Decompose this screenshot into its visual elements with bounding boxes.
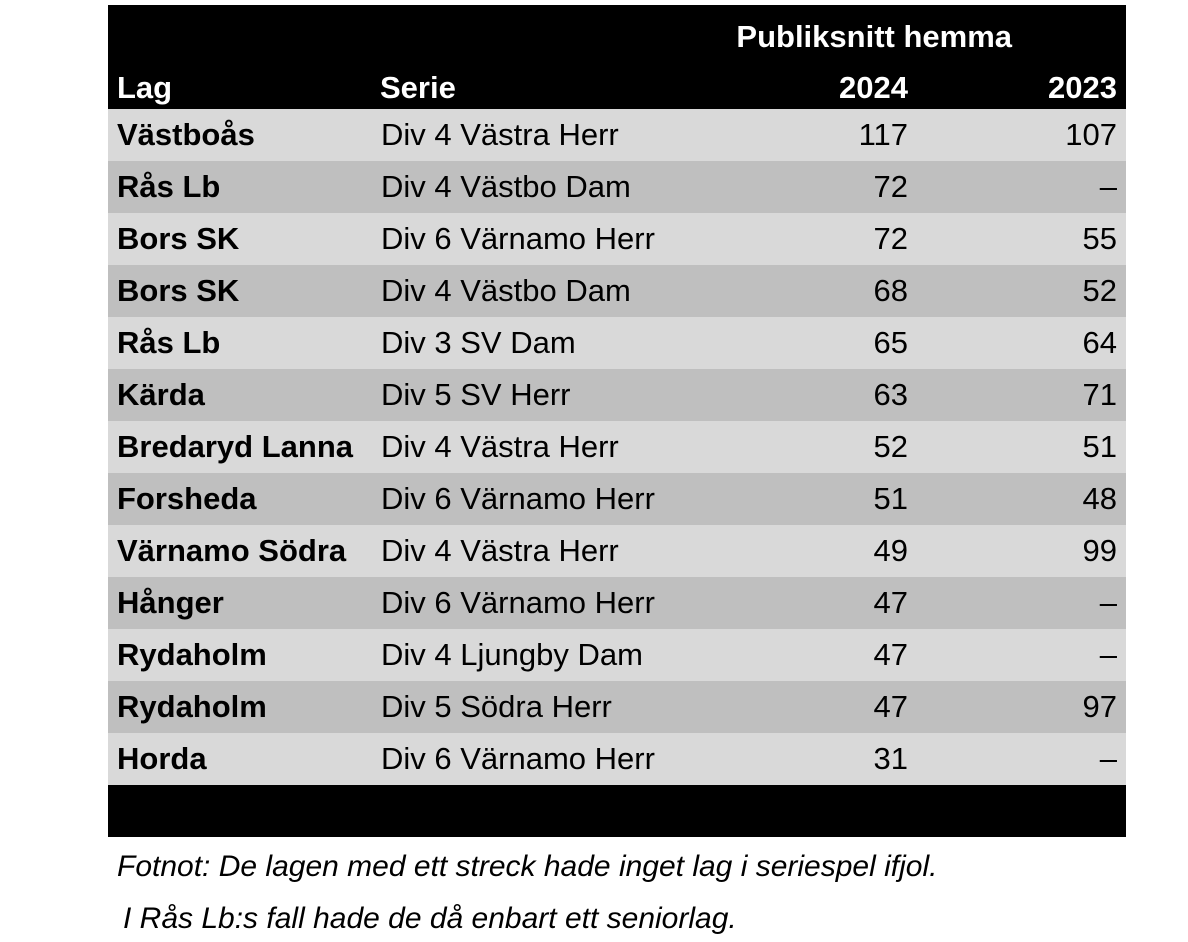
cell-2024: 68 — [873, 273, 908, 308]
cell-lag: Hånger — [117, 585, 224, 620]
cell-serie: Div 4 Västra Herr — [381, 533, 619, 568]
cell-2024: 47 — [873, 689, 908, 724]
cell-2023: 51 — [1082, 429, 1117, 464]
cell-lag: Värnamo Södra — [117, 533, 347, 568]
table-row — [108, 161, 1126, 213]
cell-2024: 49 — [873, 533, 908, 568]
cell-serie: Div 3 SV Dam — [381, 325, 576, 360]
cell-2024: 47 — [873, 637, 908, 672]
column-header-2024: 2024 — [839, 70, 908, 105]
cell-serie: Div 4 Västra Herr — [381, 117, 619, 152]
cell-2023: 99 — [1082, 533, 1117, 568]
cell-lag: Rås Lb — [117, 169, 221, 204]
cell-serie: Div 4 Västbo Dam — [381, 169, 631, 204]
column-header-serie: Serie — [380, 70, 456, 105]
table-row — [108, 369, 1126, 421]
table-row — [108, 109, 1126, 161]
cell-lag: Rydaholm — [117, 637, 267, 672]
cell-2023: 64 — [1082, 325, 1117, 360]
cell-serie: Div 5 Södra Herr — [381, 689, 612, 724]
table-header — [108, 5, 1126, 109]
table-row — [108, 421, 1126, 473]
cell-lag: Rås Lb — [117, 325, 221, 360]
table-body — [108, 109, 1126, 785]
cell-2023: 52 — [1082, 273, 1117, 308]
table-row — [108, 681, 1126, 733]
table-footer-bar — [108, 785, 1126, 837]
table-row — [108, 265, 1126, 317]
cell-2024: 72 — [873, 169, 908, 204]
cell-2024: 31 — [873, 741, 908, 776]
cell-lag: Bredaryd Lanna — [117, 429, 354, 464]
table-row — [108, 317, 1126, 369]
cell-serie: Div 6 Värnamo Herr — [381, 585, 655, 620]
cell-2023: – — [1099, 585, 1117, 620]
column-header-lag: Lag — [117, 70, 173, 105]
cell-2023: 97 — [1082, 689, 1117, 724]
table-row — [108, 473, 1126, 525]
cell-2024: 47 — [873, 585, 908, 620]
table-row — [108, 525, 1126, 577]
cell-serie: Div 4 Västbo Dam — [381, 273, 631, 308]
column-header-2023: 2023 — [1048, 70, 1117, 105]
cell-lag: Forsheda — [117, 481, 257, 516]
cell-lag: Bors SK — [117, 221, 240, 256]
cell-2023: 55 — [1082, 221, 1117, 256]
cell-serie: Div 4 Västra Herr — [381, 429, 619, 464]
table-row — [108, 213, 1126, 265]
cell-2023: – — [1099, 169, 1117, 204]
group-header: Publiksnitt hemma — [736, 19, 1012, 54]
cell-serie: Div 6 Värnamo Herr — [381, 741, 655, 776]
cell-serie: Div 4 Ljungby Dam — [381, 637, 643, 672]
cell-2024: 63 — [873, 377, 908, 412]
cell-serie: Div 5 SV Herr — [381, 377, 571, 412]
footnote-line-2: I Rås Lb:s fall hade de då enbart ett seniorlag. — [123, 902, 737, 935]
cell-2024: 51 — [873, 481, 908, 516]
cell-2024: 72 — [873, 221, 908, 256]
cell-2023: 71 — [1082, 377, 1117, 412]
cell-lag: Horda — [117, 741, 207, 776]
cell-2023: – — [1099, 637, 1117, 672]
attendance-table — [108, 5, 1126, 837]
cell-2023: 48 — [1082, 481, 1117, 516]
cell-serie: Div 6 Värnamo Herr — [381, 481, 655, 516]
cell-lag: Rydaholm — [117, 689, 267, 724]
cell-2024: 65 — [873, 325, 908, 360]
table-row — [108, 629, 1126, 681]
cell-lag: Bors SK — [117, 273, 240, 308]
cell-serie: Div 6 Värnamo Herr — [381, 221, 655, 256]
cell-2023: – — [1099, 741, 1117, 776]
footnote-line-1: Fotnot: De lagen med ett streck hade inget lag i seriespel ifjol. — [117, 850, 938, 883]
table-row — [108, 577, 1126, 629]
cell-2024: 52 — [873, 429, 908, 464]
cell-lag: Västboås — [117, 117, 255, 152]
cell-lag: Kärda — [117, 377, 205, 412]
cell-2023: 107 — [1065, 117, 1117, 152]
table-row — [108, 733, 1126, 785]
cell-2024: 117 — [858, 117, 908, 152]
